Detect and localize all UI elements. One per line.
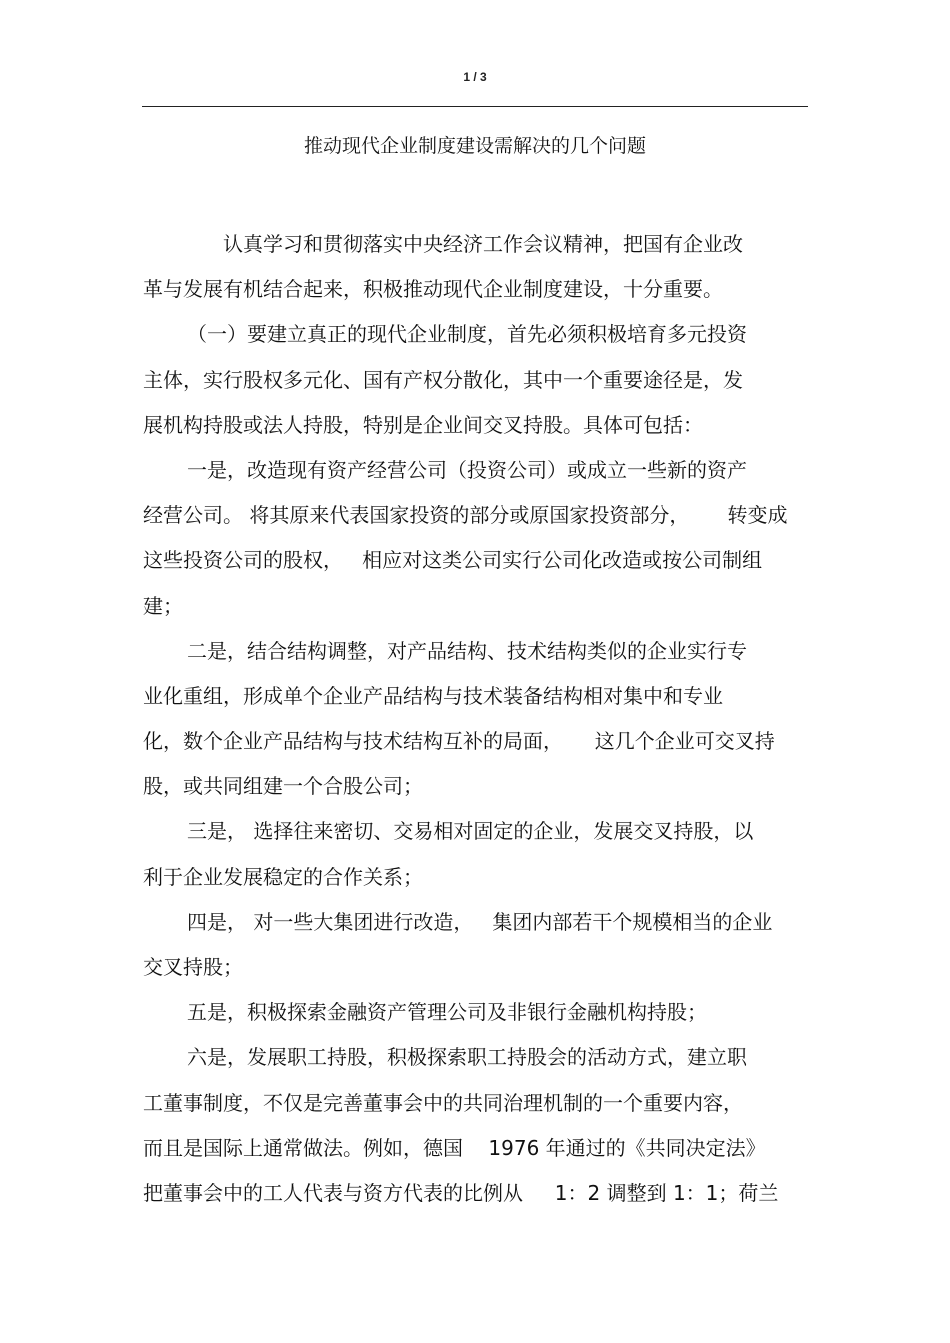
text-line: 交叉持股； bbox=[143, 955, 243, 979]
document-body bbox=[143, 227, 809, 1221]
text-line: 四是， 对一些大集团进行改造， 集团内部若干个规模相当的企业 bbox=[187, 909, 773, 934]
text-line: 五是，积极探索金融资产管理公司及非银行金融机构持股； bbox=[187, 1000, 707, 1025]
text-line: 经营公司。 将其原来代表国家投资的部分或原国家投资部分， 转变成 bbox=[143, 503, 788, 528]
text-line: 化，数个企业产品结构与技术结构互补的局面， 这几个企业可交叉持 bbox=[143, 729, 775, 754]
text-line: （一）要建立真正的现代企业制度，首先必须积极培育多元投资 bbox=[187, 322, 747, 347]
text-line: 建； bbox=[143, 593, 183, 618]
document-title: 推动现代企业制度建设需解决的几个问题 bbox=[303, 135, 646, 157]
text-line: 股，或共同组建一个合股公司； bbox=[143, 774, 423, 799]
page-number: 1 / 3 bbox=[463, 70, 487, 84]
text-line: 一是，改造现有资产经营公司（投资公司）或成立一些新的资产 bbox=[187, 457, 747, 482]
text-line: 这些投资公司的股权， 相应对这类公司实行公司化改造或按公司制组 bbox=[143, 548, 763, 573]
text-line: 而且是国际上通常做法。例如，德国 1976 年通过的《共同决定法》 bbox=[143, 1135, 766, 1160]
text-line: 三是， 选择往来密切、交易相对固定的企业，发展交叉持股，以 bbox=[187, 819, 754, 844]
text-line: 二是，结合结构调整，对产品结构、技术结构类似的企业实行专 bbox=[187, 638, 747, 663]
text-line: 业化重组，形成单个企业产品结构与技术装备结构相对集中和专业 bbox=[143, 683, 723, 708]
text-line: 革与发展有机结合起来，积极推动现代企业制度建设，十分重要。 bbox=[143, 277, 723, 302]
text-line: 把董事会中的工人代表与资方代表的比例从 1：2 调整到 1：1；荷兰 bbox=[143, 1180, 779, 1205]
text-line: 认真学习和贯彻落实中央经济工作会议精神，把国有企业改 bbox=[223, 232, 743, 256]
text-line: 展机构持股或法人持股，特别是企业间交叉持股。具体可包括： bbox=[143, 412, 703, 437]
text-line: 主体，实行股权多元化、国有产权分散化，其中一个重要途径是，发 bbox=[143, 367, 743, 392]
text-line: 六是，发展职工持股，积极探索职工持股会的活动方式，建立职 bbox=[187, 1045, 747, 1070]
text-line: 利于企业发展稳定的合作关系； bbox=[143, 864, 423, 889]
text-line: 工董事制度，不仅是完善董事会中的共同治理机制的一个重要内容， bbox=[143, 1090, 743, 1115]
header-divider bbox=[142, 106, 808, 107]
